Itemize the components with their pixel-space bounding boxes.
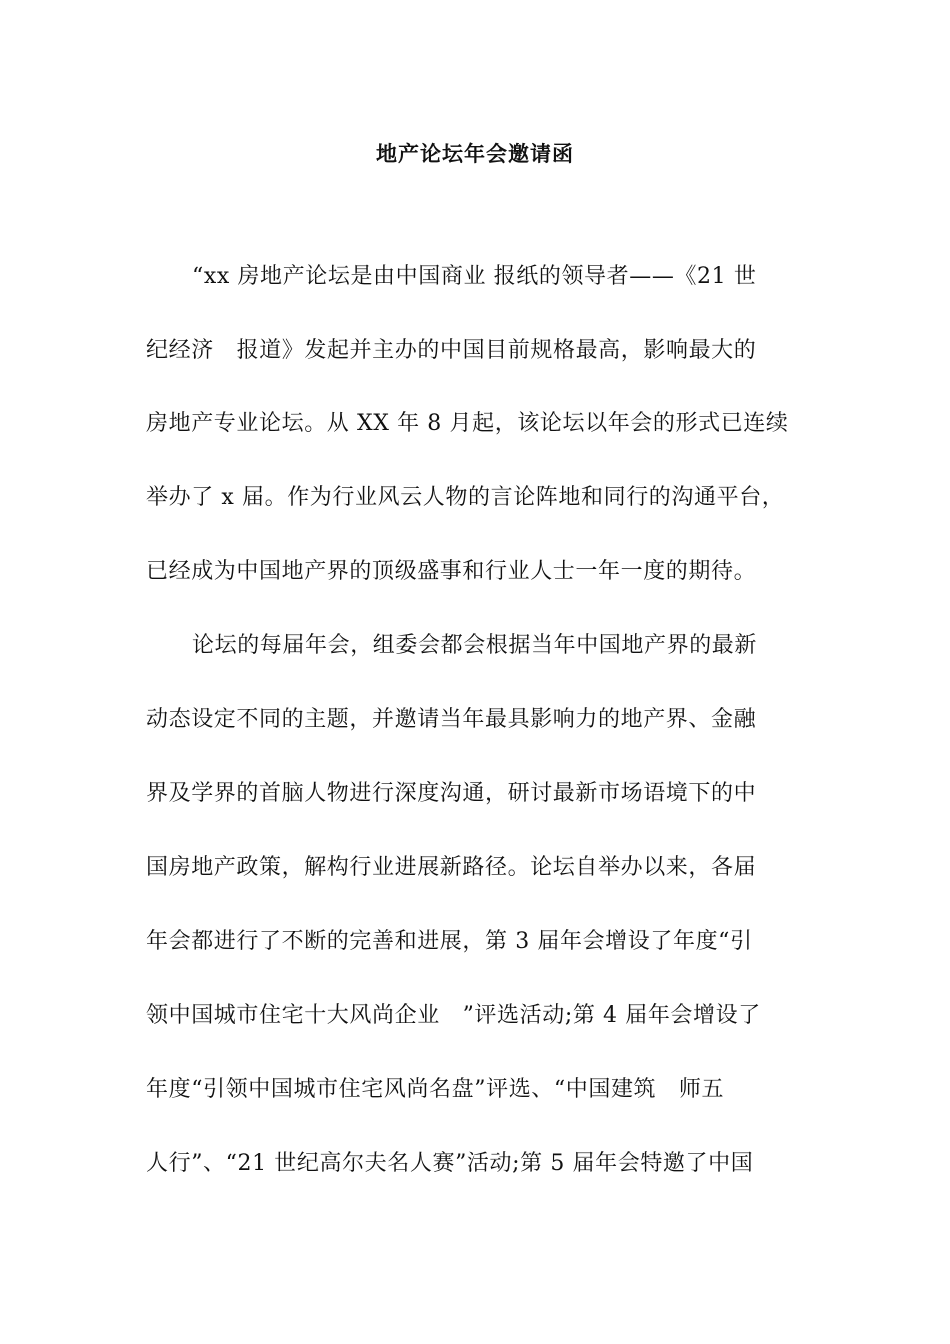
paragraph-2-line-1: 论坛的每届年会，组委会都会根据当年中国地产界的最新	[192, 633, 758, 658]
paragraph-1-line-1: “xx 房地产论坛是由中国商业 报纸的领导者——《21 世	[192, 264, 757, 289]
paragraph-1-line-3: 房地产专业论坛。从 XX 年 8 月起，该论坛以年会的形式已连续	[146, 411, 789, 436]
paragraph-1-line-4: 举办了 x 届。作为行业风云人物的言论阵地和同行的沟通平台，	[146, 485, 785, 510]
paragraph-2-line-5: 年会都进行了不断的完善和进展，第 3 届年会增设了年度“引	[146, 929, 753, 954]
paragraph-2-line-3: 界及学界的首脑人物进行深度沟通，研讨最新市场语境下的中	[146, 781, 757, 806]
paragraph-2-line-7: 年度“引领中国城市住宅风尚名盘”评选、“中国建筑 师五	[146, 1077, 725, 1102]
document-title: 地产论坛年会邀请函	[376, 141, 574, 166]
paragraph-2-line-2: 动态设定不同的主题，并邀请当年最具影响力的地产界、金融	[146, 707, 757, 732]
paragraph-1-line-5: 已经成为中国地产界的顶级盛事和行业人士一年一度的期待。	[146, 559, 757, 584]
paragraph-2-line-6: 领中国城市住宅十大风尚企业 ”评选活动;第 4 届年会增设了	[146, 1003, 761, 1028]
paragraph-2-line-8: 人行”、“21 世纪高尔夫名人赛”活动;第 5 届年会特邀了中国	[146, 1151, 754, 1176]
paragraph-1-line-2: 纪经济 报道》发起并主办的中国目前规格最高，影响最大的	[146, 338, 757, 363]
paragraph-2-line-4: 国房地产政策，解构行业进展新路径。论坛自举办以来，各届	[146, 855, 757, 880]
